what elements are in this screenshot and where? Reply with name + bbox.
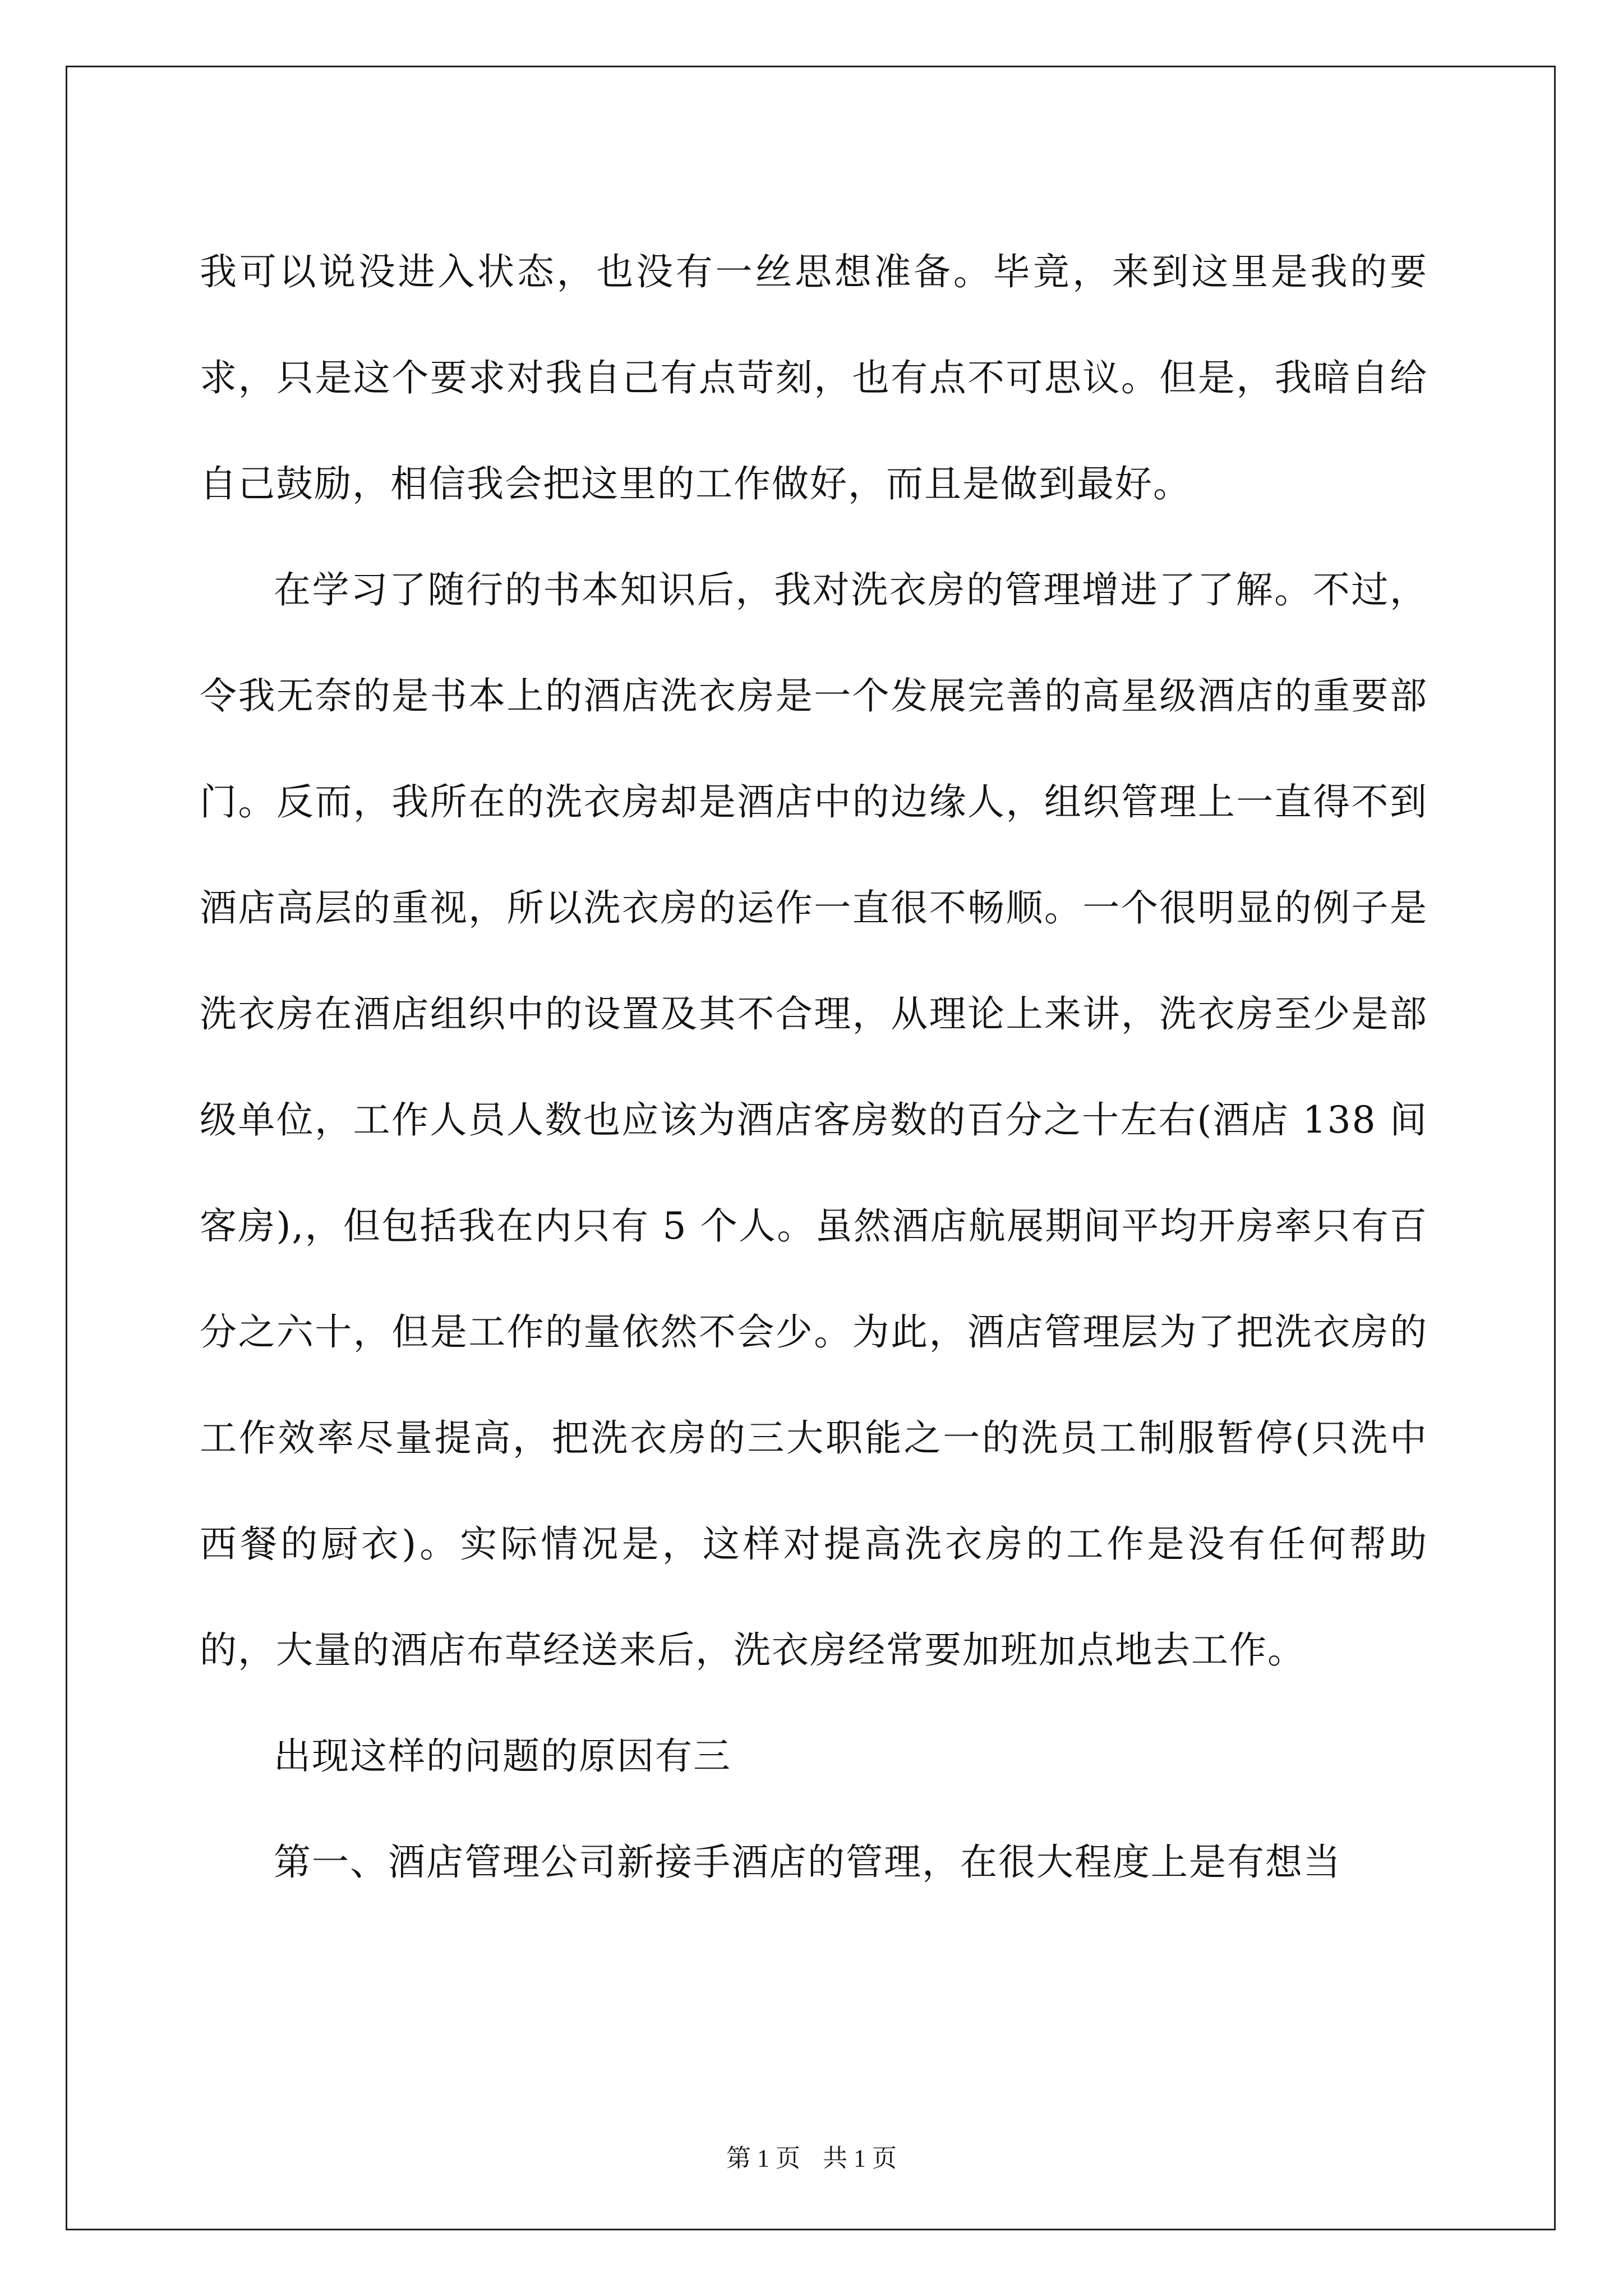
document-body bbox=[200, 219, 1428, 1915]
page-footer bbox=[0, 2142, 1623, 2175]
paragraph-4: 第一、酒店管理公司新接手酒店的管理，在很大程度上是有想当 bbox=[274, 1841, 1341, 1884]
page-number: 第 1 页 bbox=[726, 2145, 800, 2172]
paragraph-1: 我可以说没进入状态，也没有一丝思想准备。毕竟，来到这里是我的要求，只是这个要求对我自己有点苛刻，也有点不可思议。但是，我暗自给自己鼓励，相信我会把这里的工作做好，而且是做到最好。 bbox=[200, 250, 1428, 505]
paragraph-3: 出现这样的问题的原因有三 bbox=[274, 1734, 731, 1778]
page-total: 共 1 页 bbox=[823, 2145, 897, 2172]
paragraph-2: 在学习了随行的书本知识后，我对洗衣房的管理增进了了解。不过，令我无奈的是书本上的酒店洗衣房是一个发展完善的高星级酒店的重要部门。反而，我所在的洗衣房却是酒店中的边缘人，组织管理上一直得不到酒店高层的重视，所以洗衣房的运作一直很不畅顺。一个很明显的例子是洗衣房在酒店组织中的设置及其不合理，从理论上来讲，洗衣房至少是部级单位，工作人员人数也应该为酒店客房数的百分之十左右(酒店 138 间客房),，但包括我在内只有 5 个人。虽然酒店航展期间平均开房率只有百分之六十，但是工作的量依然不会少。为此，酒店管理层为了把洗衣房的工作效率尽量提高，把洗衣房的三大职能之一的洗员工制服暂停(只洗中西餐的厨衣)。实际情况是，这样对提高洗衣房的工作是没有任何帮助的，大量的酒店布草经送来后，洗衣房经常要加班加点地去工作。 bbox=[200, 568, 1428, 1672]
